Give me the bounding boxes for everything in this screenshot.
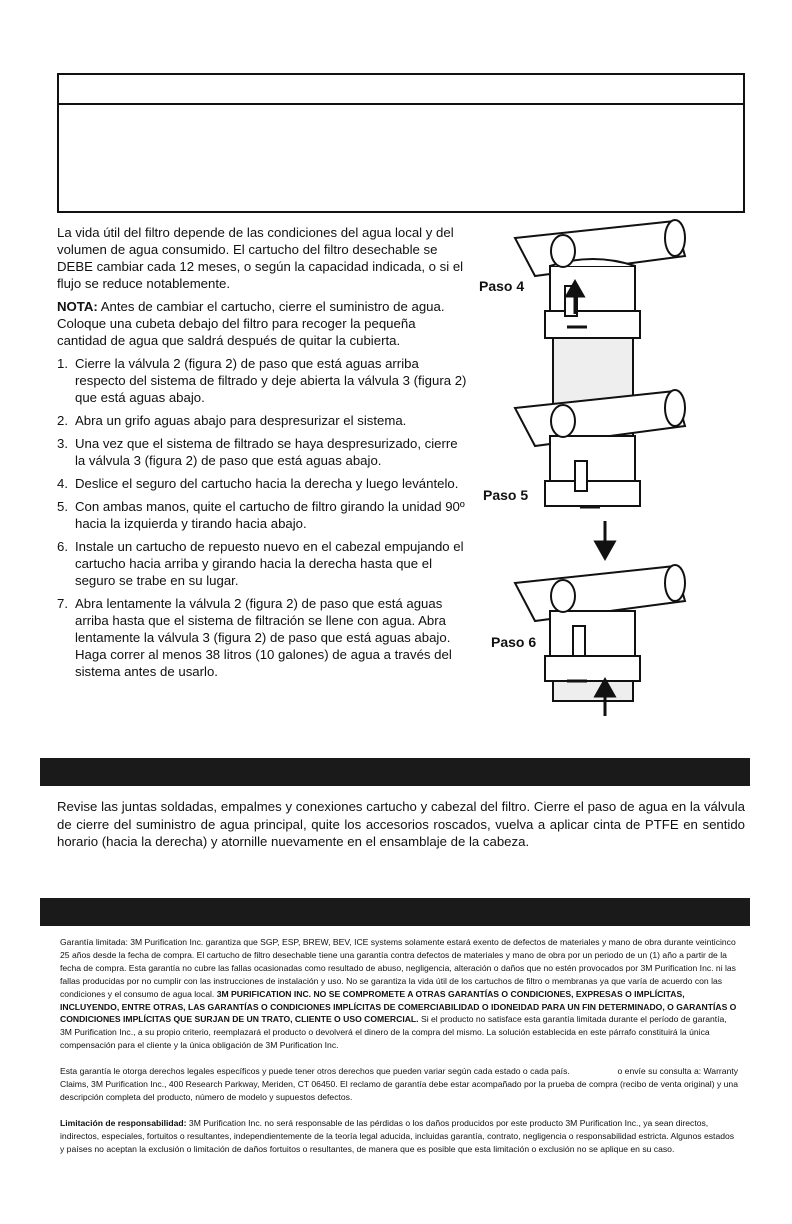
liability-text: 3M Purification Inc. no será responsable de las pérdidas o los daños producidos por este producto 3M Purification Inc., ya sean directos, indirectos, especiales, fortuitos o resultantes, independientemente de la teoría legal aducida, incluidas garantía, contrato, negligencia o responsabilidad estricta. Algunos estados y países no aceptan la exclusión o limitación de daños fortuitos o resultantes, de manera que es posible que esta limitación o exclusión no se aplique en su caso. bbox=[60, 1117, 735, 1154]
step-text: Abra un grifo aguas abajo para despresurizar el sistema. bbox=[75, 413, 407, 428]
step-text: Cierre la válvula 2 (figura 2) de paso que está aguas arriba respecto del sistema de filtrado y deje abierta la válvula 3 (figura 2) que está aguas abajo. bbox=[75, 356, 467, 405]
warranty-rights-paragraph: Esta garantía le otorga derechos legales específicos y puede tener otros derechos que pueden variar según cada estado o cada país. o envíe su consulta a: Warranty Claims, 3M Purification Inc., 400 Research Parkway, Meriden, CT 06450. El reclamo de garantía debe estar acompañado por la prueba de compra (recibo de venta original) y una descripción completa del producto, número de modelo y supuestos defectos. bbox=[60, 1066, 741, 1102]
step-number: 2. bbox=[57, 413, 68, 428]
header-divider bbox=[59, 103, 743, 105]
step-number: 7. bbox=[57, 596, 68, 611]
step-number: 6. bbox=[57, 539, 68, 554]
step-text: Deslice el seguro del cartucho hacia la derecha y luego levántelo. bbox=[75, 476, 459, 491]
step-text: Instale un cartucho de repuesto nuevo en el cabezal empujando el cartucho hacia arriba y girando hacia la derecha hasta que el seguro se trabe en su lugar. bbox=[75, 539, 464, 588]
note-text: Antes de cambiar el cartucho, cierre el suministro de agua. Coloque una cubeta debajo del filtro para recoger la pequeña cantidad de agua que saldrá después de quitar la cubierta. bbox=[57, 299, 445, 348]
filter-change-figure bbox=[475, 216, 695, 736]
list-item bbox=[57, 412, 469, 429]
step-number: 5. bbox=[57, 499, 68, 514]
filter-steps-illustration bbox=[475, 216, 695, 736]
warranty-text-a: Garantía limitada: 3M Purification Inc. garantiza que SGP, ESP, BREW, BEV, ICE systems solamente estará exento de defectos de materiales y mano de obra durante veinticinco 25 años desde la fecha de compra. El cartucho de filtro desechable tiene una garantía contra defectos de materiales y mano de obra por un periodo de un (1) año a partir de la fecha de compra. Esta garantía no cubre las fallas ocasionadas como resultado de abuso, negligencia, alteración o daños que no estén provocados por 3M Purification Inc. ni las fallas producidas por no cumplir con las instrucciones de instalación y uso. No se garantiza la vida útil de los cartuchos de filtro o membranas ya que varía de acuerdo con las condiciones y el consumo de agua local. bbox=[60, 937, 736, 999]
step-text: Una vez que el sistema de filtrado se haya despresurizado, cierre la válvula 3 (figura 2) de paso que está aguas abajo. bbox=[75, 436, 458, 468]
step-number: 3. bbox=[57, 436, 68, 451]
step-number: 4. bbox=[57, 476, 68, 491]
intro-paragraph: La vida útil del filtro depende de las condiciones del agua local y del volumen de agua consumido. El cartucho del filtro desechable se DEBE cambiar cada 12 meses, o según la capacidad indicada, o si el flujo se reduce notablemente. bbox=[57, 225, 464, 291]
list-item bbox=[57, 475, 469, 492]
note-paragraph bbox=[57, 298, 469, 349]
steps-list bbox=[57, 355, 469, 680]
list-item bbox=[57, 435, 469, 469]
paso-5-label: Paso 5 bbox=[483, 487, 529, 503]
filter-head-step6-icon bbox=[515, 565, 685, 701]
warranty-text-b: Si el producto no satisface esta garantía limitada durante el período de garantía, 3M Purification Inc., a su propio criterio, reemplazará el producto o devolverá el dinero de la compra del mismo. La solución establecida en este párrafo constituirá la única compensación para el cliente y la única obligación de 3M Purification Inc. bbox=[60, 1014, 727, 1051]
step-text: Con ambas manos, quite el cartucho de filtro girando la unidad 90º hacia la izquierda y tirando hacia abajo. bbox=[75, 499, 465, 531]
list-item bbox=[57, 498, 469, 532]
liability-paragraph bbox=[60, 1117, 740, 1156]
filter-head-step5-icon bbox=[515, 390, 685, 506]
step-number: 1. bbox=[57, 356, 68, 371]
list-item bbox=[57, 538, 469, 589]
warranty-disclaimer: 3M PURIFICATION INC. NO SE COMPROMETE A OTRAS GARANTÍAS O CONDICIONES, EXPRESAS O IMPLÍCITAS, INCLUYENDO, ENTRE OTRAS, LAS GARANTÍAS O CONDICIONES IMPLÍCITAS DE COMERCIABILIDAD O IDONEIDAD PARA UN FIN DETERMINADO, O GARANTÍAS O CONDICIONES IMPLÍCITAS QUE SURJAN DE UN TRATO, CLIENTE O USO COMERCIAL. bbox=[60, 988, 737, 1025]
note-label: NOTA: bbox=[57, 299, 98, 314]
warranty-paragraph bbox=[60, 936, 740, 1052]
list-item bbox=[57, 595, 469, 680]
header-box bbox=[57, 73, 745, 213]
list-item bbox=[57, 355, 469, 406]
warranty-section bbox=[60, 936, 740, 1169]
instructions-column bbox=[57, 224, 469, 686]
step-text: Abra lentamente la válvula 2 (figura 2) de paso que está aguas arriba hasta que el sistema de filtración se llene con agua. Abra lentamente la válvula 3 (figura 2) de paso que está aguas abajo. Haga correr al menos 38 litros (10 galones) de agua a través del sistema antes de usarlo. bbox=[75, 596, 452, 679]
paso-6-label: Paso 6 bbox=[491, 634, 537, 650]
leak-section-bar bbox=[40, 758, 750, 786]
warranty-section-bar bbox=[40, 898, 750, 926]
arrow-head-icon bbox=[596, 542, 614, 558]
leak-instructions: Revise las juntas soldadas, empalmes y conexiones cartucho y cabezal del filtro. Cierre el paso de agua en la válvula de cierre del suministro de agua principal, quite los accesorios roscados, vuelva a aplicar cinta de PTFE en sentido horario (hacia la derecha) y atornille nuevamente en el ensamblaje de la cabeza. bbox=[57, 799, 745, 849]
liability-label: Limitación de responsabilidad: bbox=[60, 1117, 187, 1128]
paso-4-label: Paso 4 bbox=[479, 278, 525, 294]
